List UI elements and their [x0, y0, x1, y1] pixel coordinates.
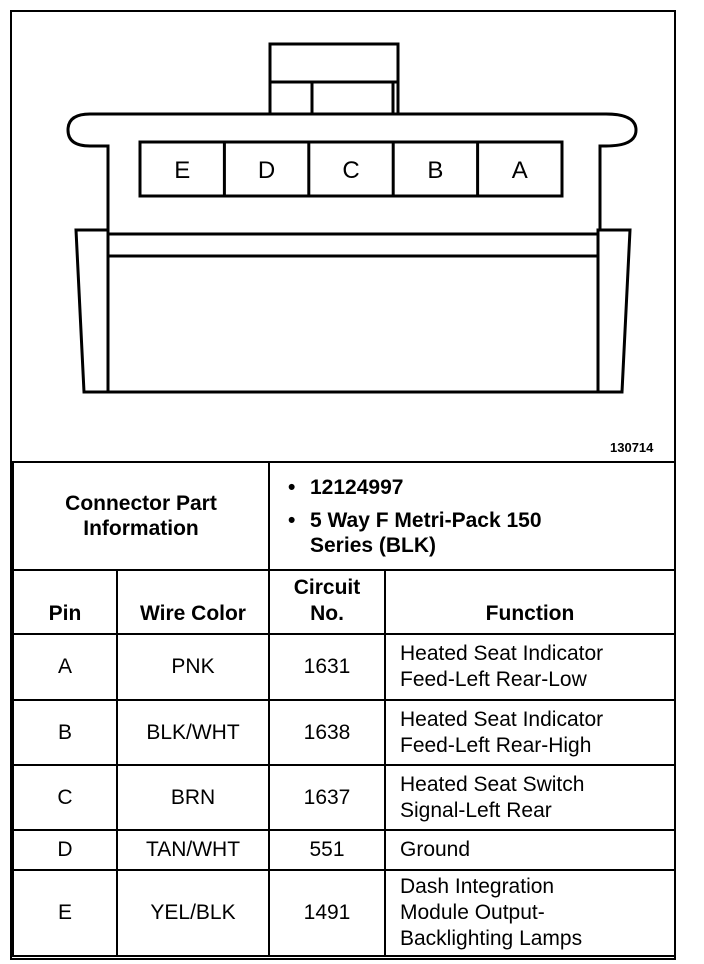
connector-frame	[10, 10, 676, 960]
table-row	[13, 870, 675, 956]
function-cell	[385, 830, 675, 870]
pin-cell: C	[13, 765, 117, 830]
pinout-table	[12, 461, 676, 957]
wire-color-cell: BLK/WHT	[117, 700, 269, 765]
function-cell	[385, 700, 675, 765]
function-cell	[385, 870, 675, 956]
circuit-cell: 1491	[269, 870, 385, 956]
pin-label-a: A	[511, 157, 528, 184]
function-line: Feed-Left Rear-Low	[400, 668, 587, 691]
circuit-cell: 1638	[269, 700, 385, 765]
connector-info-label: Connector Part Information	[13, 462, 269, 570]
wire-color-cell: BRN	[117, 765, 269, 830]
function-line: Backlighting Lamps	[400, 927, 583, 950]
pin-label-e: E	[174, 157, 191, 184]
pin-cell: B	[13, 700, 117, 765]
table-header-row	[13, 570, 675, 634]
connector-body-right	[598, 230, 630, 392]
function-cell	[385, 765, 675, 830]
function-line: Signal-Left Rear	[400, 798, 552, 822]
pin-label-d: D	[257, 157, 276, 184]
header-function: Function	[385, 570, 675, 634]
circuit-cell: 551	[269, 830, 385, 870]
connector-series: Series (BLK)	[310, 533, 437, 557]
pin-cell: A	[13, 634, 117, 700]
figure-id: 130714	[610, 440, 654, 455]
table-row	[13, 634, 675, 700]
function-line: Ground	[400, 838, 471, 861]
connector-latch	[270, 44, 398, 114]
pin-cell: D	[13, 830, 117, 870]
connector-body	[76, 230, 108, 392]
table-row	[13, 700, 675, 765]
header-wire-color: Wire Color	[117, 570, 269, 634]
connector-type: • 5 Way F Metri-Pack 150	[288, 508, 542, 532]
function-line: Dash Integration	[400, 875, 555, 898]
wire-color-cell: PNK	[117, 634, 269, 700]
table-row	[13, 765, 675, 830]
pin-cell: E	[13, 870, 117, 956]
circuit-cell: 1637	[269, 765, 385, 830]
table-row	[13, 830, 675, 870]
header-pin: Pin	[13, 570, 117, 634]
connector-info-details	[269, 462, 675, 570]
connector-info-row	[13, 462, 675, 570]
header-circuit: Circuit No.	[269, 570, 385, 634]
function-line: Heated Seat Switch	[400, 772, 585, 796]
pin-label-b: B	[427, 157, 444, 184]
function-line: Heated Seat Indicator	[400, 707, 604, 731]
wire-color-cell: TAN/WHT	[117, 830, 269, 870]
connector-diagram	[12, 12, 674, 462]
function-cell	[385, 634, 675, 700]
circuit-cell: 1631	[269, 634, 385, 700]
pin-label-c: C	[342, 157, 360, 184]
function-line: Feed-Left Rear-High	[400, 733, 592, 757]
function-line: Heated Seat Indicator	[400, 642, 604, 665]
connector-rail	[108, 234, 598, 256]
part-number: • 12124997	[288, 475, 404, 499]
wire-color-cell: YEL/BLK	[117, 870, 269, 956]
function-line: Module Output-	[400, 901, 545, 924]
